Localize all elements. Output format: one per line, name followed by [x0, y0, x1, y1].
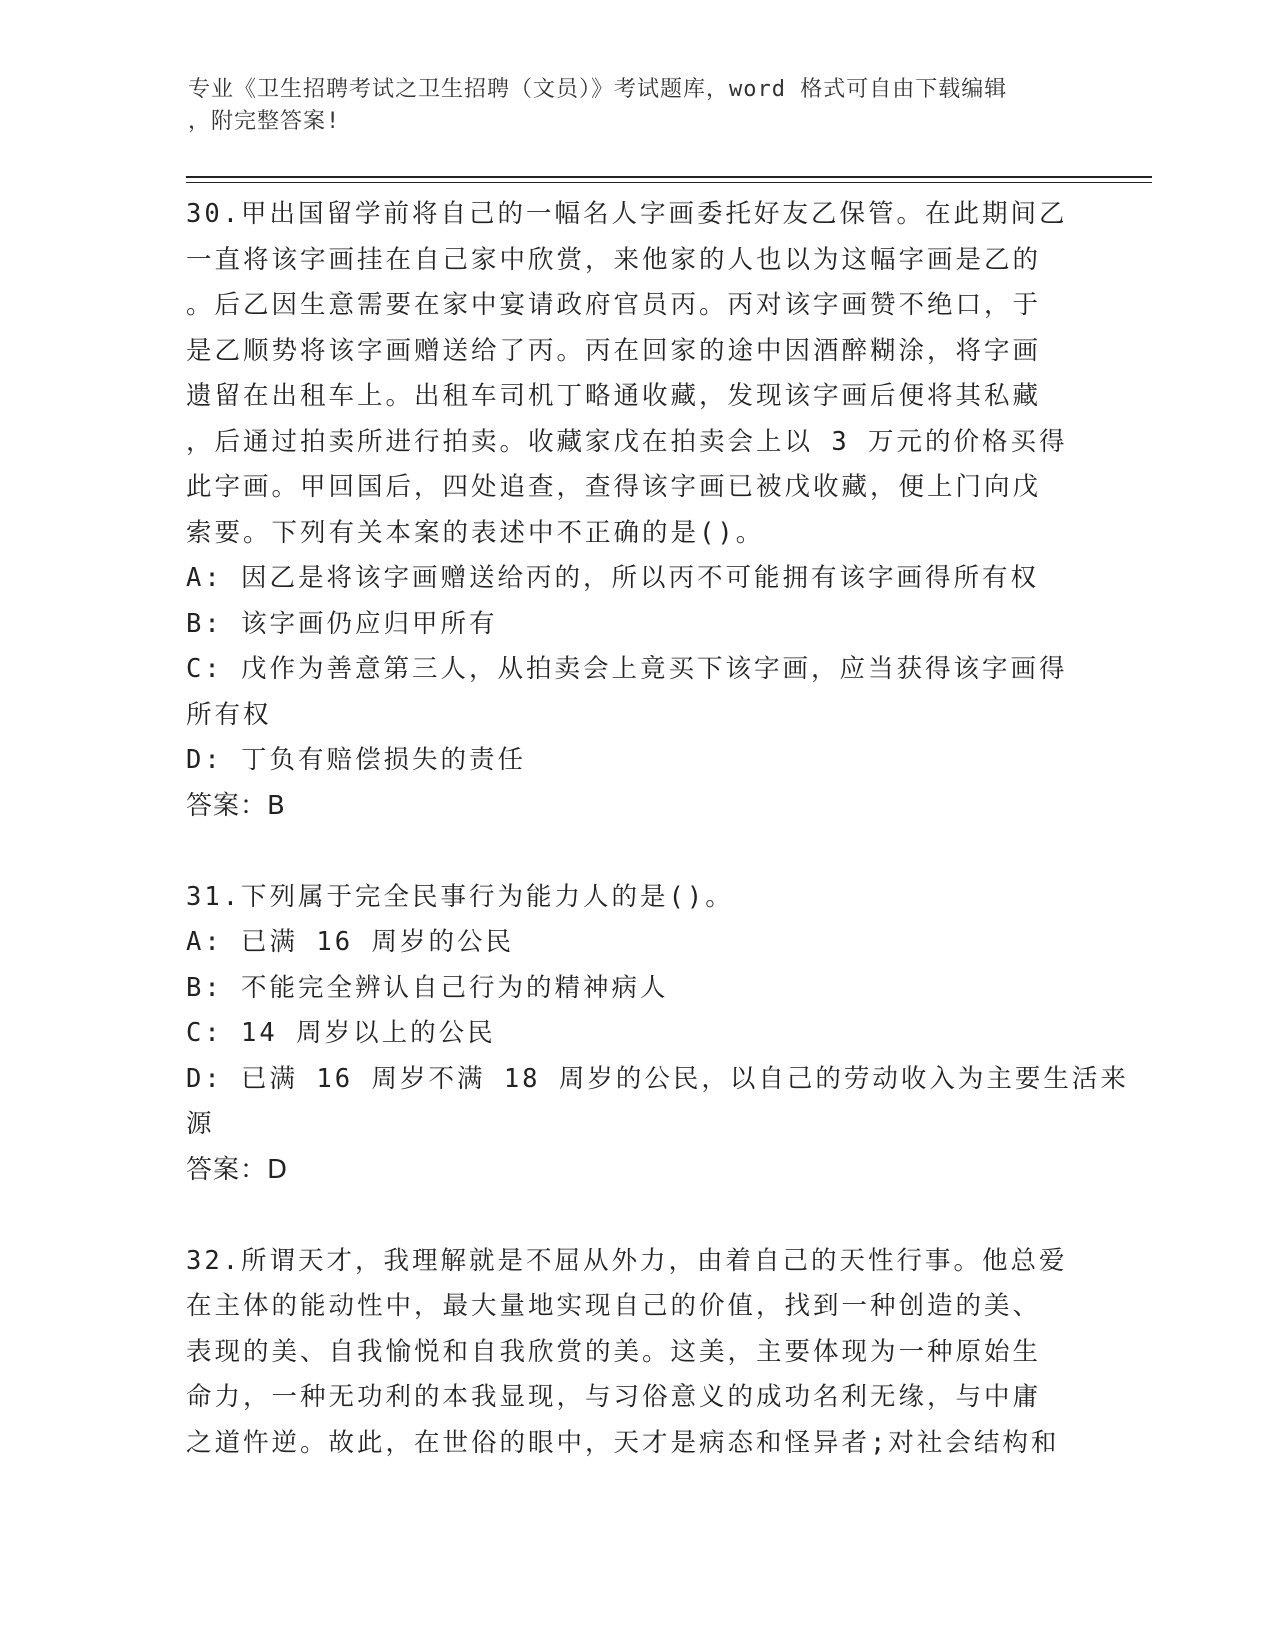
question-31: [186, 875, 1129, 1194]
question-30-stem-line: 遗留在出租车上。出租车司机丁略通收藏，发现该字画后便将其私藏: [186, 381, 1042, 411]
question-30-option-c: C: 戊作为善意第三人，从拍卖会上竟买下该字画，应当获得该字画得: [186, 654, 1068, 684]
question-32-stem-line: 在主体的能动性中，最大量地实现自己的价值，找到一种创造的美、: [186, 1291, 1042, 1321]
header-line-1: 专业《卫生招聘考试之卫生招聘（文员）》考试题库，word 格式可自由下载编辑: [188, 77, 1008, 102]
question-32: [186, 1239, 1076, 1467]
question-30-stem-line: ，后通过拍卖所进行拍卖。收藏家戊在拍卖会上以 3 万元的价格买得: [186, 426, 1068, 457]
question-31-option-b: B: 不能完全辨认自己行为的精神病人: [186, 972, 669, 1003]
question-32-stem-line: 32.所谓天才，我理解就是不屈从外力，由着自己的天性行事。他总爱: [186, 1245, 1068, 1276]
document-header: [188, 74, 1088, 138]
header-line-2: ，附完整答案!: [188, 109, 341, 134]
question-30-stem-line: 是乙顺势将该字画赠送给了丙。丙在回家的途中因酒醉糊涂，将字画: [186, 335, 1042, 366]
question-31-option-c: C: 14 周岁以上的公民: [186, 1018, 496, 1048]
question-31-option-a: A: 已满 16 周岁的公民: [186, 927, 514, 957]
question-30-stem-line: 索要。下列有关本案的表述中不正确的是()。: [186, 517, 765, 548]
question-32-stem-line: 命力，一种无功利的本我显现，与习俗意义的成功名利无缘，与中庸: [186, 1382, 1042, 1412]
spacer: [186, 1193, 1076, 1239]
question-31-stem-line: 31.下列属于完全民事行为能力人的是()。: [186, 881, 734, 912]
question-30-option-d: D: 丁负有赔偿损失的责任: [186, 745, 527, 775]
question-30-stem-line: 此字画。甲回国后，四处追查，查得该字画已被戊收藏，便上门向戊: [186, 472, 1042, 502]
question-30-option-a: A: 因乙是将该字画赠送给丙的，所以丙不可能拥有该字画得所有权: [186, 563, 1040, 593]
question-31-answer: 答案：D: [186, 1154, 289, 1185]
question-30-option-b: B: 该字画仍应归甲所有: [186, 608, 498, 639]
question-30-option-c-cont: 所有权: [186, 699, 272, 730]
question-32-stem-line: 之道忤逆。故此，在世俗的眼中，天才是病态和怪异者;对社会结构和: [186, 1427, 1060, 1458]
question-list: [186, 192, 1129, 1466]
spacer: [186, 829, 1076, 875]
question-30-stem-line: 一直将该字画挂在自己家中欣赏，来他家的人也以为这幅字画是乙的: [186, 244, 1042, 275]
question-32-stem-line: 表现的美、自我愉悦和自我欣赏的美。这美，主要体现为一种原始生: [186, 1336, 1042, 1367]
question-30-answer: 答案：B: [186, 790, 286, 821]
question-31-option-d-cont: 源: [186, 1109, 215, 1139]
question-30: [186, 192, 1076, 829]
question-30-stem-line: 30.甲出国留学前将自己的一幅名人字画委托好友乙保管。在此期间乙: [186, 199, 1068, 229]
header-divider-thin: [186, 182, 1152, 183]
question-30-stem-line: 。后乙因生意需要在家中宴请政府官员丙。丙对该字画赞不绝口，于: [186, 290, 1042, 320]
header-divider-thick: [186, 176, 1152, 178]
question-31-option-d: D: 已满 16 周岁不满 18 周岁的公民，以自己的劳动收入为主要生活来: [186, 1063, 1129, 1094]
